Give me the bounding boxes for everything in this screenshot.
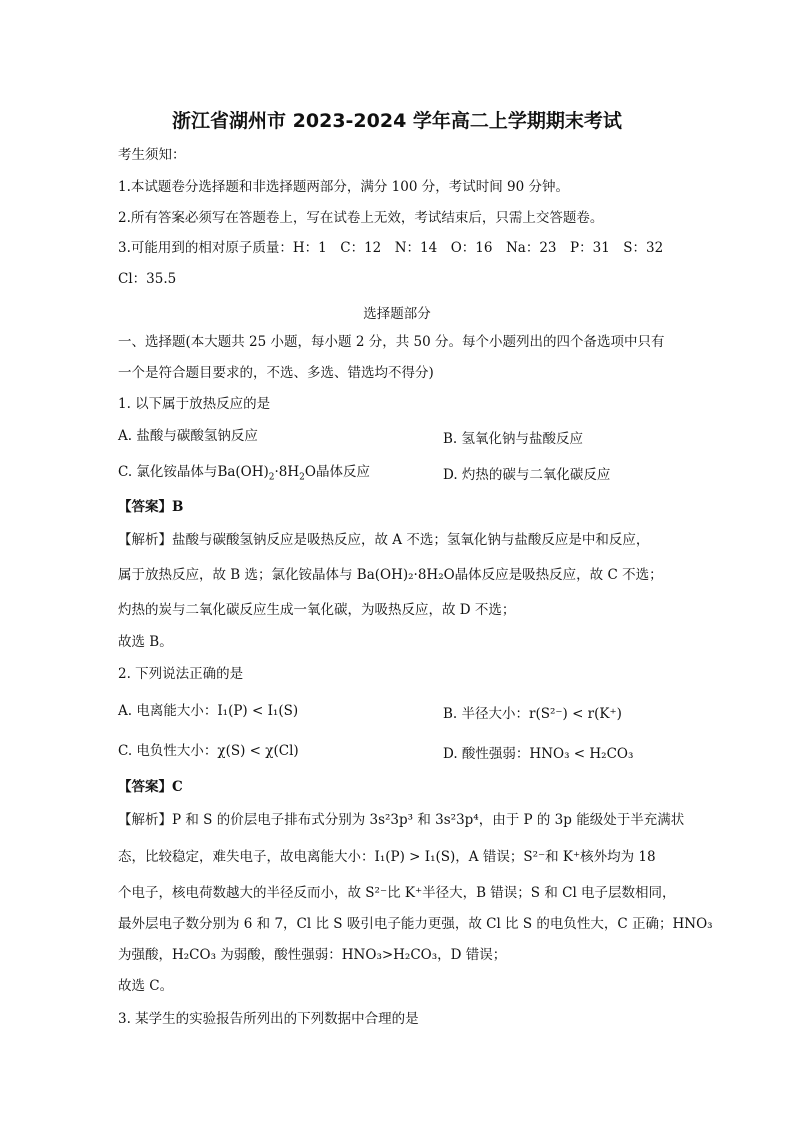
notice-item-2: 2.所有答案必须写在答题卷上，写在试卷上无效，考试结束后，只需上交答题卷。 <box>118 210 604 226</box>
q1-option-c-sub2: 2 <box>299 472 305 483</box>
notice-item-3: 3.可能用到的相对原子质量：H：1 C：12 N：14 O：16 Na：23 P：31 S：32 <box>118 240 664 256</box>
q2-conclusion: 故选 C。 <box>118 978 174 994</box>
q1-option-c <box>118 463 370 487</box>
q2-option-c: C. 电负性大小：χ(S) < χ(Cl) <box>118 743 299 759</box>
notice-item-1: 1.本试题卷分选择题和非选择题两部分，满分 100 分，考试时间 90 分钟。 <box>118 179 569 195</box>
q1-stem: 1. 以下属于放热反应的是 <box>118 396 271 412</box>
q2-analysis-1: 【解析】P 和 S 的价层电子排布式分别为 3s²3p³ 和 3s²3p⁴，由于 P 的 3p 能级处于半充满状 <box>118 812 685 828</box>
q1-option-c-dot: ·8H <box>274 464 300 480</box>
q1-option-c-prefix: C. 氯化铵晶体与 <box>118 464 218 480</box>
q3-stem: 3. 某学生的实验报告所列出的下列数据中合理的是 <box>118 1011 419 1027</box>
q2-analysis-5: 为强酸，H₂CO₃ 为弱酸，酸性强弱：HNO₃>H₂CO₃，D 错误； <box>118 947 507 963</box>
section-title: 选择题部分 <box>363 306 431 322</box>
notice-cl-mass: Cl：35.5 <box>118 271 177 287</box>
part-intro-line-1: 一、选择题(本大题共 25 小题，每小题 2 分，共 50 分。每个小题列出的四个备选项中只有 <box>118 334 665 350</box>
part-intro-line-2: 一个是符合题目要求的，不选、多选、错选均不得分) <box>118 365 434 381</box>
q1-answer: 【答案】B <box>118 499 184 515</box>
q2-analysis-4: 最外层电子数分别为 6 和 7，Cl 比 S 吸引电子能力更强，故 Cl 比 S 的电负性大，C 正确；HNO₃ <box>118 916 713 932</box>
q1-option-c-suffix: O晶体反应 <box>304 464 370 480</box>
q2-option-b: B. 半径大小：r(S²⁻) < r(K⁺) <box>443 706 622 722</box>
notice-heading: 考生须知： <box>118 147 186 163</box>
q1-option-c-sub: 2 <box>268 472 275 483</box>
q1-option-d: D. 灼热的碳与二氧化碳反应 <box>443 467 611 483</box>
q2-analysis-2: 态，比较稳定，难失电子，故电离能大小：I₁(P) > I₁(S)，A 错误；S²⁻和 K⁺核外均为 18 <box>118 849 656 865</box>
q2-analysis-3: 个电子，核电荷数越大的半径反而小，故 S²⁻比 K⁺半径大，B 错误；S 和 Cl 电子层数相同， <box>118 885 676 901</box>
q1-conclusion: 故选 B。 <box>118 634 173 650</box>
q1-option-b: B. 氢氧化钠与盐酸反应 <box>443 431 584 447</box>
q2-stem: 2. 下列说法正确的是 <box>118 666 244 682</box>
q1-option-a: A. 盐酸与碳酸氢钠反应 <box>118 428 258 444</box>
page-title: 浙江省湖州市 2023-2024 学年高二上学期期末考试 <box>172 110 622 132</box>
q2-option-d: D. 酸性强弱：HNO₃ < H₂CO₃ <box>443 746 634 762</box>
q1-option-c-formula: Ba(OH) <box>217 464 269 480</box>
q2-option-a: A. 电离能大小：I₁(P) < I₁(S) <box>118 703 299 719</box>
q1-analysis-1: 【解析】盐酸与碳酸氢钠反应是吸热反应，故 A 不选；氢氧化钠与盐酸反应是中和反应， <box>118 532 650 548</box>
q2-answer: 【答案】C <box>118 779 183 795</box>
q1-analysis-2: 属于放热反应，故 B 选；氯化铵晶体与 Ba(OH)₂·8H₂O晶体反应是吸热反应，故 C 不选； <box>118 567 663 583</box>
q1-analysis-3: 灼热的炭与二氧化碳反应生成一氧化碳，为吸热反应，故 D 不选； <box>118 602 516 618</box>
